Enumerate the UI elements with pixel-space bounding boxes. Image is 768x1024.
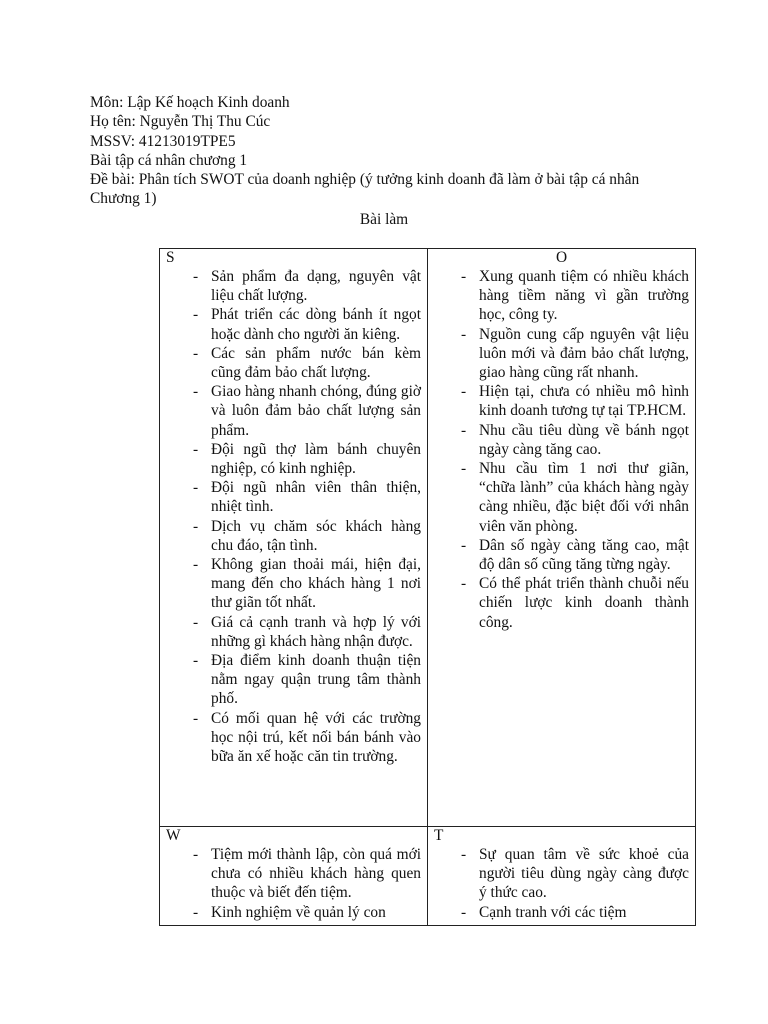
weaknesses-cell — [160, 827, 428, 926]
list-item: - Phát triển các dòng bánh ít ngọt hoặc dành cho người ăn kiêng. — [166, 305, 427, 343]
list-item: - Kinh nghiệm về quản lý con — [166, 903, 427, 922]
prompt-line: Đề bài: Phân tích SWOT của doanh nghiệp (ý tưởng kinh doanh đã làm ở bài tập cá nhân Chương 1) — [90, 171, 640, 208]
list-item: - Có thể phát triển thành chuỗi nếu chiến lược kinh doanh thành công. — [434, 574, 695, 632]
swot-table — [159, 248, 696, 926]
list-item: - Có mối quan hệ với các trường học nội trú, kết nối bán bánh vào bữa ăn xế hoặc căn tin trường. — [166, 709, 427, 767]
list-item: - Cạnh tranh với các tiệm — [434, 903, 695, 922]
list-item: - Sản phẩm đa dạng, nguyên vật liệu chất lượng. — [166, 267, 427, 305]
opportunities-list — [434, 267, 695, 632]
opportunities-cell — [428, 249, 696, 827]
list-item: - Dân số ngày càng tăng cao, mật độ dân số cũng tăng từng ngày. — [434, 536, 695, 574]
student-name-line: Họ tên: Nguyễn Thị Thu Cúc — [90, 113, 271, 131]
list-item: - Đội ngũ thợ làm bánh chuyên nghiệp, có kinh nghiệp. — [166, 440, 427, 478]
strengths-cell — [160, 249, 428, 827]
list-item: - Tiệm mới thành lập, còn quá mới chưa có nhiều khách hàng quen thuộc và biết đến tiệm. — [166, 845, 427, 903]
weaknesses-label: W — [166, 827, 181, 844]
list-item: - Các sản phẩm nước bán kèm cũng đảm bảo chất lượng. — [166, 344, 427, 382]
strengths-label: S — [166, 249, 175, 266]
list-item: - Xung quanh tiệm có nhiều khách hàng tiềm năng vì gần trường học, công ty. — [434, 267, 695, 325]
list-item: - Nhu cầu tìm 1 nơi thư giãn, “chữa lành” của khách hàng ngày càng nhiều, đặc biệt đối với nhân viên văn phòng. — [434, 459, 695, 536]
list-item: - Hiện tại, chưa có nhiều mô hình kinh doanh tương tự tại TP.HCM. — [434, 382, 695, 420]
assignment-line: Bài tập cá nhân chương 1 — [90, 151, 248, 169]
subject-line: Môn: Lập Kế hoạch Kinh doanh — [90, 94, 290, 111]
threats-cell — [428, 827, 696, 926]
list-item: - Đội ngũ nhân viên thân thiện, nhiệt tình. — [166, 478, 427, 516]
list-item: - Không gian thoải mái, hiện đại, mang đến cho khách hàng 1 nơi thư giãn tốt nhất. — [166, 555, 427, 613]
strengths-list — [166, 267, 427, 766]
list-item: - Giá cả cạnh tranh và hợp lý với những gì khách hàng nhận được. — [166, 613, 427, 651]
list-item: - Nhu cầu tiêu dùng về bánh ngọt ngày càng tăng cao. — [434, 421, 695, 459]
list-item: - Sự quan tâm về sức khoẻ của người tiêu dùng ngày càng được ý thức cao. — [434, 845, 695, 903]
list-item: - Dịch vụ chăm sóc khách hàng chu đáo, tận tình. — [166, 517, 427, 555]
student-id-line: MSSV: 41213019TPE5 — [90, 132, 236, 150]
opportunities-label: O — [555, 249, 568, 266]
list-item: - Giao hàng nhanh chóng, đúng giờ và luôn đảm bảo chất lượng sản phẩm. — [166, 382, 427, 440]
weaknesses-list — [166, 845, 427, 922]
answer-title: Bài làm — [359, 211, 409, 228]
document-header — [90, 93, 690, 209]
list-item: - Nguồn cung cấp nguyên vật liệu luôn mới và đảm bảo chất lượng, giao hàng cũng rất nhanh. — [434, 325, 695, 383]
threats-label: T — [434, 827, 444, 844]
list-item: - Địa điểm kinh doanh thuận tiện nằm ngay quận trung tâm thành phố. — [166, 651, 427, 709]
threats-list — [434, 845, 695, 922]
